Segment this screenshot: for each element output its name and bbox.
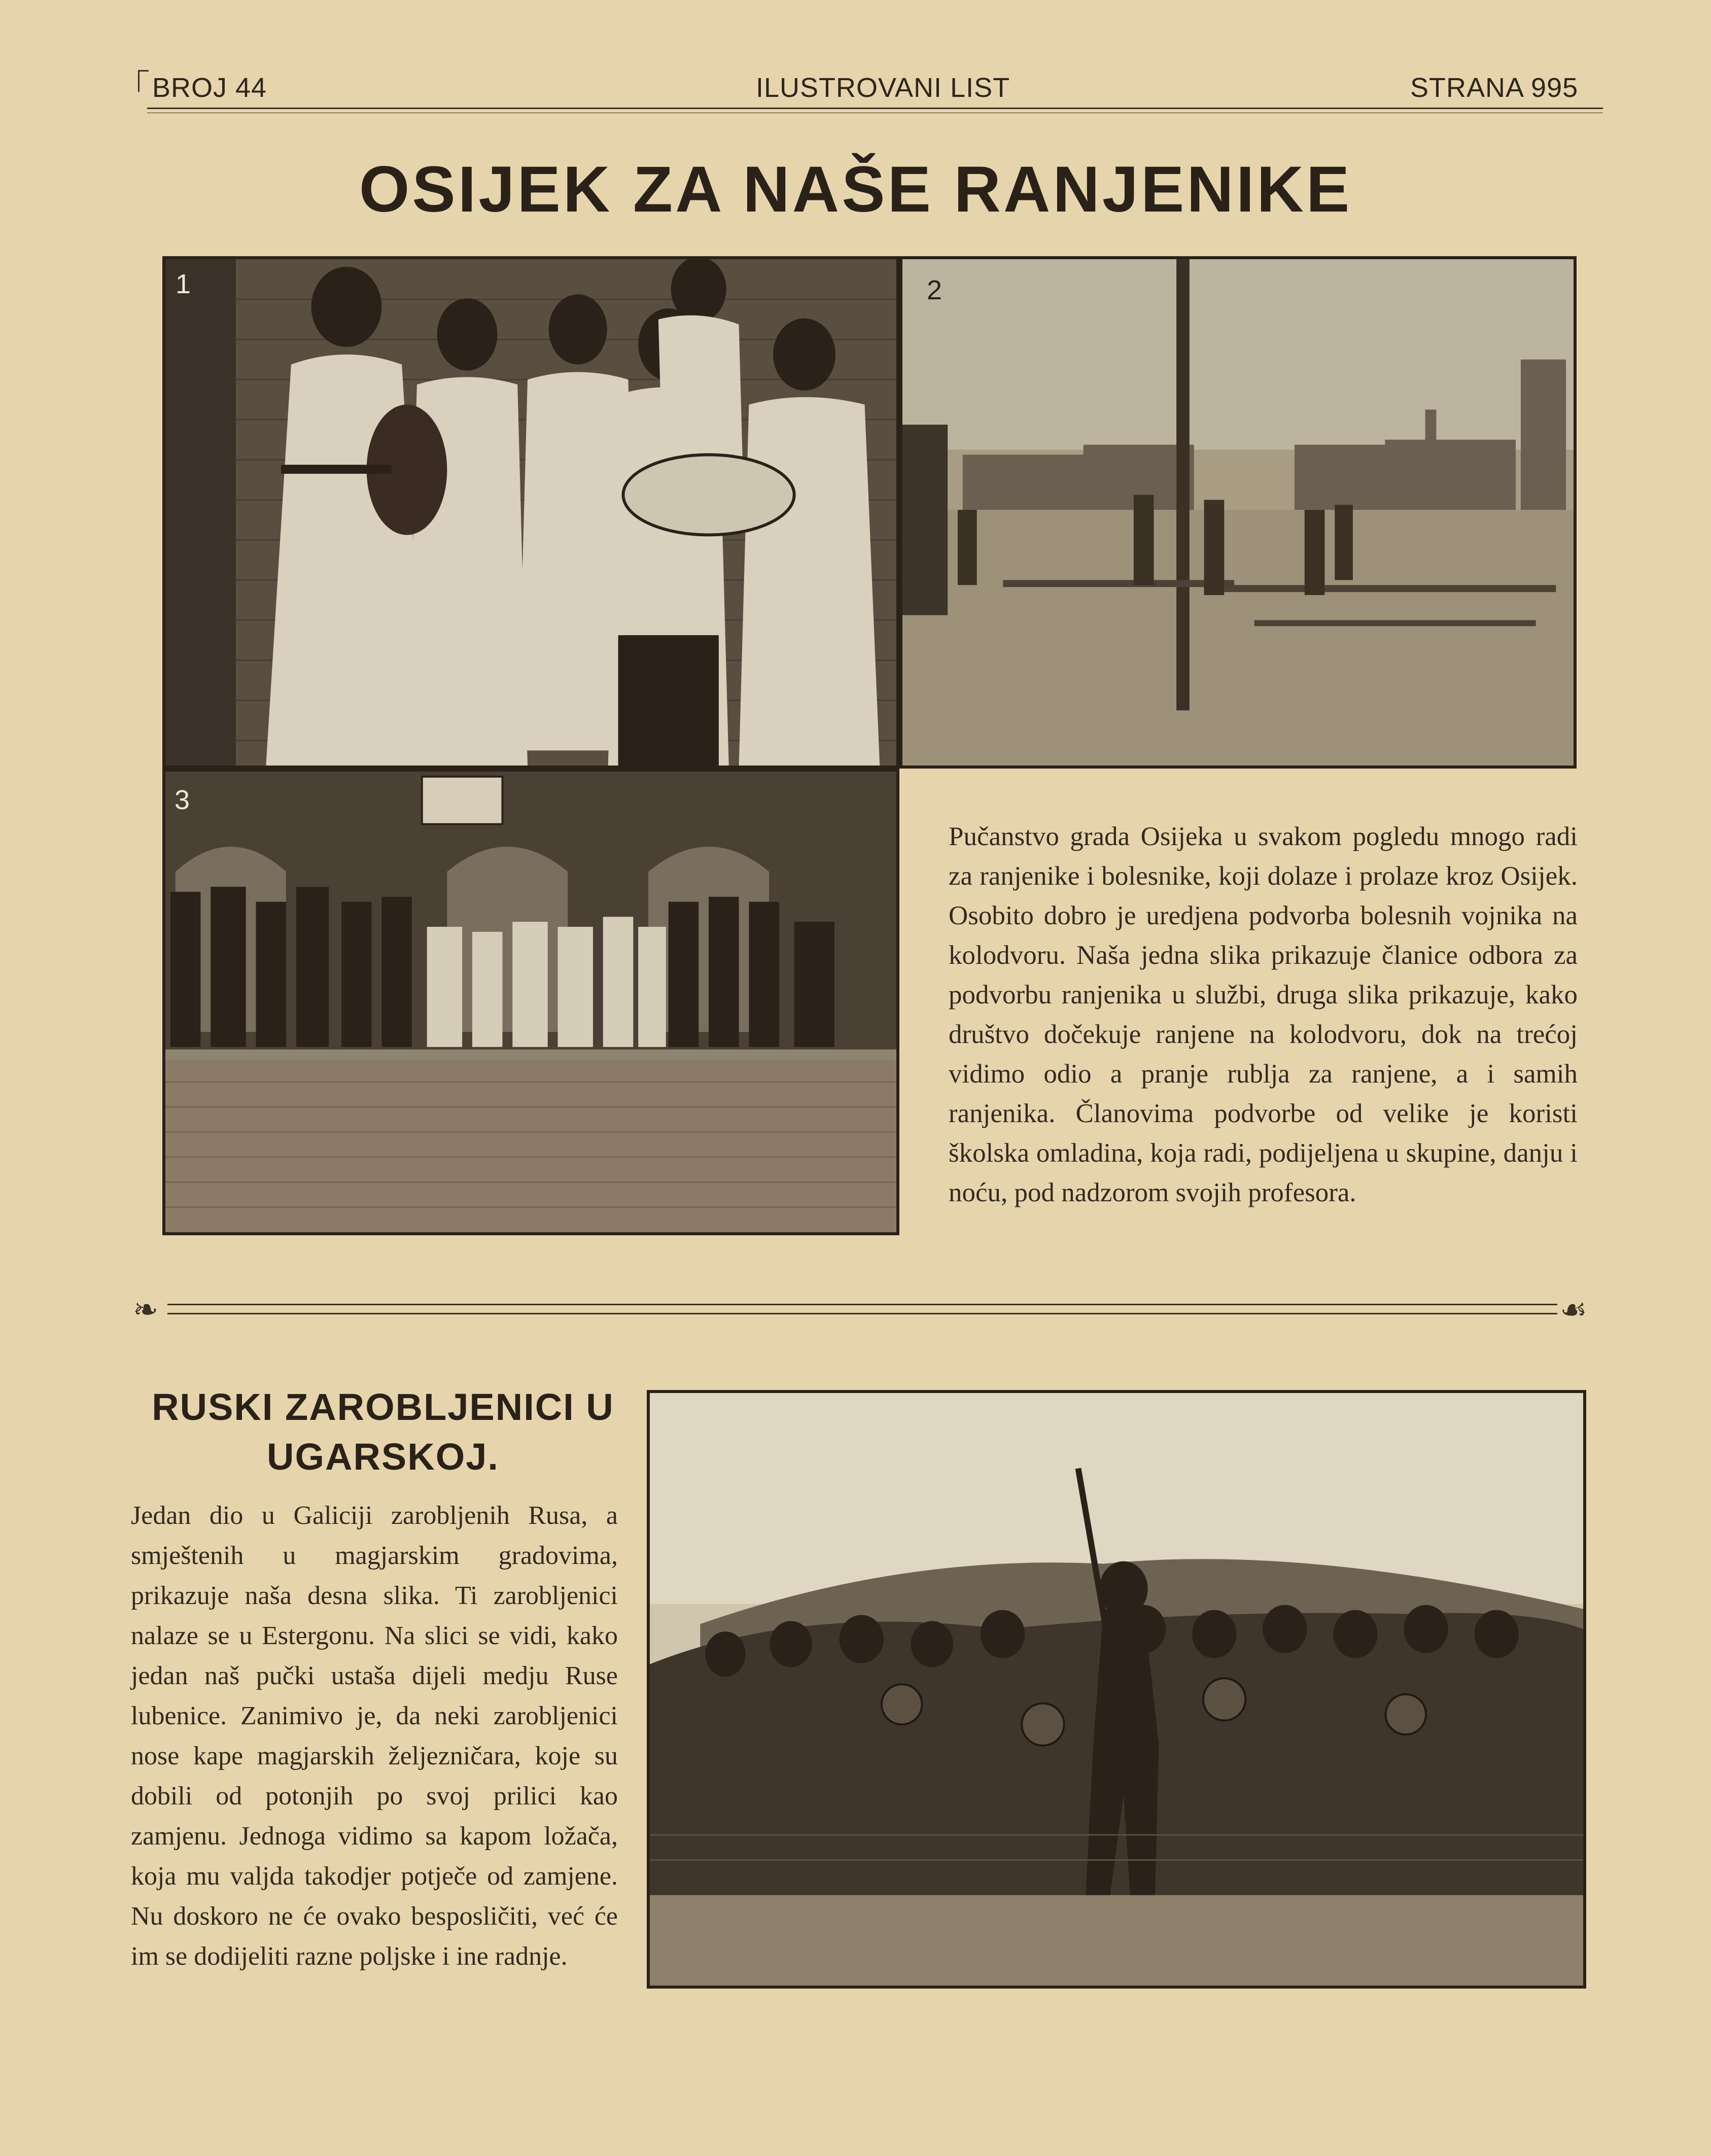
divider-rule-bottom	[167, 1313, 1557, 1314]
photo-label-2: 2	[927, 275, 942, 305]
top-left-corner-mark	[138, 70, 149, 92]
photo-platform-group	[162, 769, 899, 1235]
photo-platform-image	[165, 772, 896, 1232]
divider-right-ornament: ☙	[1560, 1292, 1587, 1328]
photo-label-1: 1	[176, 269, 191, 299]
divider-rule-top	[167, 1304, 1557, 1305]
photo-volunteer-women	[162, 256, 899, 769]
publication-name: ILUSTROVANI LIST	[756, 73, 1010, 103]
photo-station-yard	[899, 256, 1577, 769]
photo-yard-image	[902, 259, 1574, 766]
article-osijek-caption: Pučanstvo grada Osijeka u svakom pogledu mnogo radi za ranjenike i bolesnike, koji dolaze i prolaze kroz Osijek. Osobito dobro je uredjena podvorba bolesnih vojnika na kolodvoru. Naša jedna slika prikazuje članice odbora za podvorbu ranjenika u službi, druga slika prikazuje, kako društvo dočekuje ranjene na kolodvoru, dok na trećoj vidimo odio a pranje rublja za ranjene, a i samih ranjenika. Članovima podvorbe od velike je koristi školska omladina, koja radi, podijeljena u skupine, danju i noću, pod nadzorom svojih profesora.	[949, 822, 1578, 1207]
article-title-osijek: OSIJEK ZA NAŠE RANJENIKE	[359, 153, 1352, 226]
photo-label-3: 3	[174, 785, 190, 815]
article-russian-prisoners-body: Jedan dio u Galiciji zarobljenih Rusa, a smještenih u magjarskim gradovima, prikazuje naša desna slika. Ti zarobljenici nalaze se u Estergonu. Na slici se vidi, kako jedan naš pučki ustaša dijeli medju Ruse lubenice. Zanimivo je, da neki zarobljenici nose kape magjarskih željezničara, koje su dobili od potonjih po svoj prilici kao zamjenu. Jednoga vidimo sa kapom ložača, koja mu valjda takodjer potječe od zamjene. Nu doskoro ne će ovako besposličiti, već će im se dodijeliti razne poljske i ine radnje.	[131, 1501, 618, 1971]
article-title-russian-prisoners: RUSKI ZAROBLJENICI U UGARSKOJ.	[152, 1386, 614, 1478]
header-rule	[147, 108, 1603, 109]
page-number: STRANA 995	[1410, 73, 1579, 103]
issue-number: BROJ 44	[152, 73, 267, 103]
photo-russian-prisoners	[647, 1390, 1586, 1989]
photo-women-image	[165, 259, 896, 766]
divider-left-ornament: ❧	[133, 1292, 159, 1328]
photo-prisoners-image	[650, 1393, 1583, 1986]
